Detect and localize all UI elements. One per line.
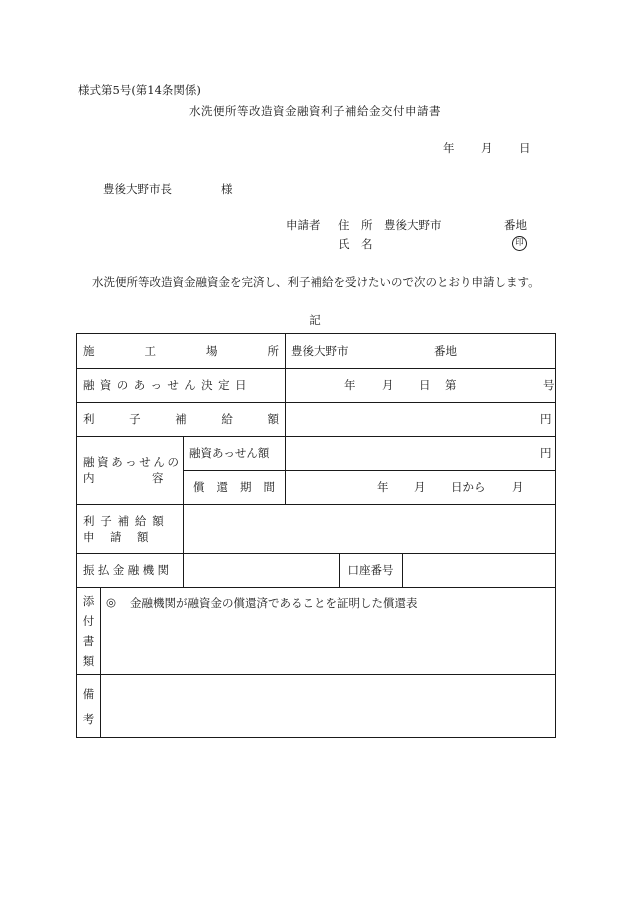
applicant-name-label: 氏 名 xyxy=(338,237,373,251)
loan-decision-month: 月 xyxy=(382,378,394,392)
bank-label xyxy=(77,553,183,587)
form-number: 様式第5号(第14条関係) xyxy=(78,83,201,97)
loan-details-label xyxy=(77,436,183,504)
construction-site-label: 施 工 場 所 xyxy=(83,344,279,358)
construction-site-field[interactable] xyxy=(285,334,555,368)
bank-label-text: 振払金融機関 xyxy=(83,563,173,577)
remarks-label-top: 備 xyxy=(82,687,95,701)
application-table xyxy=(76,333,556,738)
subsidy-amount-label: 利 子 補 給 額 xyxy=(83,412,279,426)
date-year: 年 xyxy=(443,141,455,155)
date-line xyxy=(443,140,531,156)
construction-site-banchi: 番地 xyxy=(434,344,457,358)
subsidy-request-label-line1: 利子補給額 xyxy=(83,513,170,528)
date-day: 日 xyxy=(519,141,531,155)
account-number-field[interactable] xyxy=(402,553,555,587)
loan-decision-day: 日 xyxy=(419,378,431,392)
loan-decision-date-label xyxy=(77,368,285,402)
date-month: 月 xyxy=(481,141,493,155)
remarks-label xyxy=(77,674,100,737)
loan-decision-date-label-text: 融資のあっせん決定日 xyxy=(83,378,252,392)
loan-details-label-line2: 内 容 xyxy=(83,471,164,485)
repay-month: 月 xyxy=(414,480,426,494)
ki-heading: 記 xyxy=(309,313,321,327)
applicant-banchi: 番地 xyxy=(504,218,527,232)
repay-period-field[interactable] xyxy=(285,470,555,504)
addressee xyxy=(103,181,233,197)
page-title: 水洗便所等改造資金融資利子補給金交付申請書 xyxy=(189,104,441,118)
repay-year: 年 xyxy=(377,480,389,494)
applicant-city: 豊後大野市 xyxy=(384,218,442,232)
attachments-label-char-1: 添 xyxy=(82,593,95,608)
subsidy-amount-field[interactable] xyxy=(285,402,555,436)
subsidy-request-label-line2: 申 請 額 xyxy=(83,529,151,544)
attachments-label-char-2: 付 xyxy=(82,613,95,628)
loan-decision-date-field[interactable] xyxy=(285,368,555,402)
double-circle-icon: ◎ xyxy=(106,595,117,609)
loan-decision-gou: 号 xyxy=(543,378,555,392)
account-number-label-text: 口座番号 xyxy=(347,563,394,577)
construction-site-city: 豊後大野市 xyxy=(291,344,349,358)
subsidy-request-label xyxy=(77,504,183,553)
subsidy-amount-unit: 円 xyxy=(540,412,552,426)
attachments-label xyxy=(77,587,100,674)
loan-amount-unit: 円 xyxy=(540,446,552,460)
applicant-label: 申請者 xyxy=(286,218,321,232)
applicant-address-label: 住 所 xyxy=(338,218,373,232)
addressee-mayor: 豊後大野市長 xyxy=(103,182,172,196)
account-number-label xyxy=(339,553,402,587)
loan-decision-dai: 第 xyxy=(445,378,457,392)
remarks-field[interactable] xyxy=(100,674,555,737)
attachments-field xyxy=(100,587,555,674)
bank-field[interactable] xyxy=(183,553,339,587)
attachments-label-char-3: 書 xyxy=(82,633,95,648)
loan-decision-year: 年 xyxy=(344,378,356,392)
repay-period-label: 償 還 期 間 xyxy=(193,480,275,494)
applicant-name-row xyxy=(338,236,527,252)
loan-amount-label-text: 融資あっせん額 xyxy=(189,446,270,460)
loan-amount-label xyxy=(183,436,285,470)
body-text: 水洗便所等改造資金融資金を完済し、利子補給を受けたいので次のとおり申請します。 xyxy=(92,275,540,289)
repay-from: 日から xyxy=(451,480,486,494)
applicant-address-row xyxy=(286,217,527,233)
loan-details-label-line1: 融資あっせんの xyxy=(83,455,182,469)
loan-amount-field[interactable] xyxy=(285,436,555,470)
attachments-text: 金融機関が融資金の償還済であることを証明した償還表 xyxy=(130,596,418,610)
repay-months: 月 xyxy=(512,480,524,494)
seal-icon: 印 xyxy=(512,236,527,251)
subsidy-request-field[interactable] xyxy=(183,504,555,553)
addressee-honorific: 様 xyxy=(221,182,233,196)
attachments-label-char-4: 類 xyxy=(82,653,95,668)
remarks-label-bottom: 考 xyxy=(82,712,95,726)
